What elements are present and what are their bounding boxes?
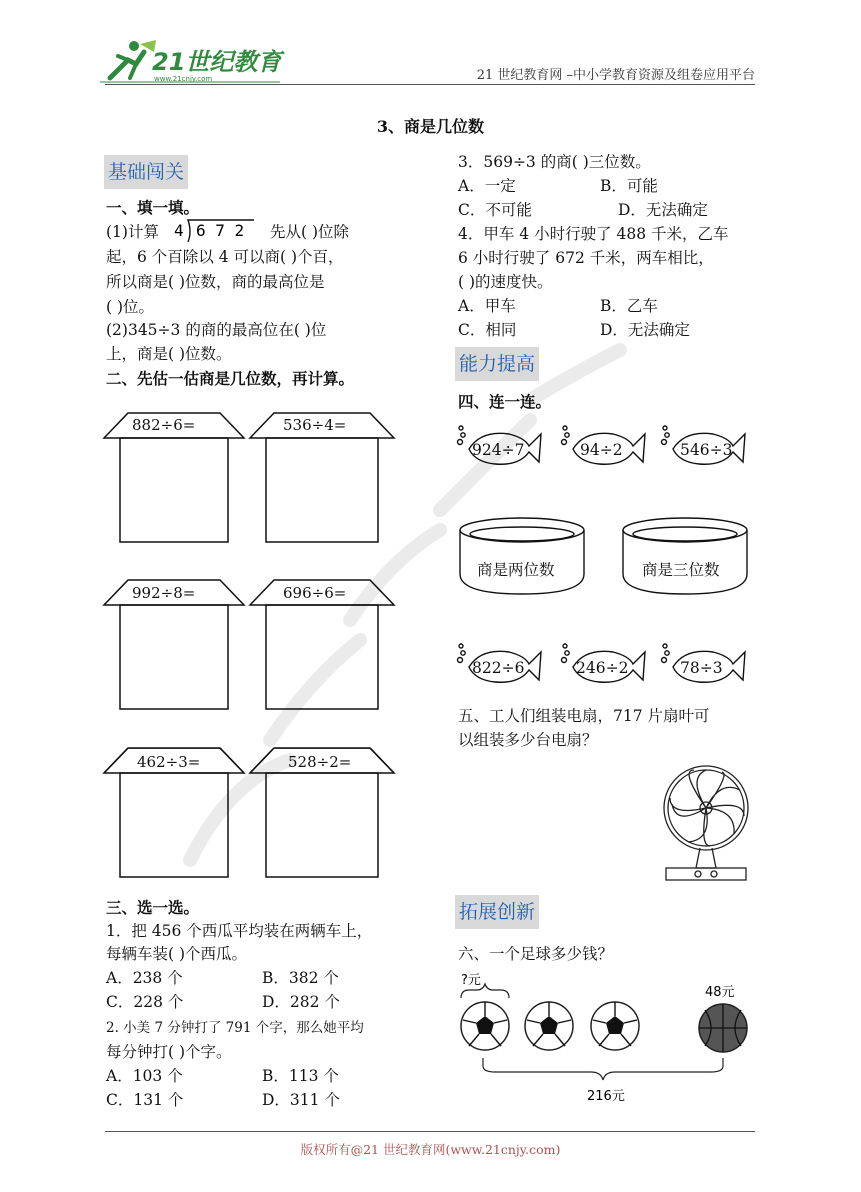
q3-4-optC: C．相同 [458,321,517,339]
q1-heading: 一、填一填。 [106,198,200,217]
q1-line5: (2)345÷3 的商的最高位在( )位 [106,321,327,339]
house-label-4: 696÷6= [283,584,347,602]
bowl-label-2: 商是三位数 [642,561,720,579]
bowl-label-1: 商是两位数 [477,561,555,579]
q3-4-optA: A．甲车 [458,297,516,315]
section-extend: 拓展创新 [455,895,539,929]
fish-top-2: 94÷2 [580,441,623,459]
q3-1-optC: C．228 个 [106,993,184,1011]
q3-3-line1: 3．569÷3 的商( )三位数。 [458,153,651,171]
q3-1-line1: 1．把 456 个西瓜平均装在两辆车上， [106,922,373,940]
q3-1-line2: 每辆车装( )个西瓜。 [106,945,248,963]
q6-heading: 六、一个足球多少钱？ [458,945,614,963]
house-label-1: 882÷6= [132,416,196,434]
q3-1-optD: D．282 个 [262,993,340,1011]
logo-url: www.21cnjy.com [154,75,213,83]
svg-text:6 7 2: 6 7 2 [196,221,245,240]
house-body [266,605,378,709]
q1-line1b: 先从( )位除 [270,223,350,241]
house-body [120,605,228,709]
house-label-2: 536÷4= [283,416,347,434]
q1-line2: 起，6 个百除以 4 可以商( )个百， [106,248,344,266]
q3-3-optC: C．不可能 [458,201,532,219]
footer-divider [105,1131,755,1132]
soccer-ball-icon [525,1002,573,1050]
svg-text:4: 4 [174,221,184,240]
q3-2-optD: D．311 个 [262,1091,340,1109]
house-body [266,438,378,542]
q3-1-optA: A．238 个 [106,969,183,987]
total-price-label: 216元 [587,1089,625,1104]
q3-4-line2: 6 小时行驶了 672 千米，两车相比， [458,249,714,267]
q2-heading: 二、先估一估商是几位数，再计算。 [106,369,355,388]
house-label-5: 462÷3= [137,753,201,771]
q3-1-optB: B．382 个 [262,969,339,987]
house-label-6: 528÷2= [288,753,352,771]
electric-fan-icon [660,760,752,884]
q3-3-optA: A．一定 [458,177,516,195]
q3-3-optD: D．无法确定 [618,201,708,219]
house-label-3: 992÷8= [132,584,196,602]
q3-2-optA: A．103 个 [106,1067,183,1085]
q3-2-line1: 2. 小美 7 分钟打了 791 个字，那么她平均 [106,1020,364,1036]
fish-top-3: 546÷3 [680,441,733,459]
ball-price-label: ?元 [461,973,481,988]
basketball-price-label: 48元 [705,985,735,1000]
q1-line3: 所以商是( )位数，商的最高位是 [106,273,325,291]
q3-4-optD: D．无法确定 [600,321,690,339]
q5-line1: 五、工人们组装电扇，717 片扇叶可 [458,707,710,725]
q4-heading: 四、连一连。 [458,392,552,411]
fish-bottom-3: 78÷3 [680,659,723,677]
fish-bottom-1: 822÷6 [472,659,525,677]
q1-line4: ( )位。 [106,298,155,316]
long-division [170,214,260,244]
q1-line1a: (1)计算 [106,223,159,241]
fish-top-1: 924÷7 [472,441,525,459]
soccer-ball-icon [461,1002,509,1050]
basketball-icon [699,1004,747,1052]
q1-line6: 上，商是( )位数。 [106,345,232,363]
q3-heading: 三、选一选。 [106,898,200,917]
header-divider [105,84,755,85]
q3-3-optB: B．可能 [600,177,658,195]
fish-bottom-2: 246÷2 [576,659,629,677]
q3-2-optC: C．131 个 [106,1091,184,1109]
section-ability: 能力提高 [455,347,539,381]
footer-copyright: 版权所有@21 世纪教育网(www.21cnjy.com) [300,1142,561,1157]
q3-4-line1: 4．甲车 4 小时行驶了 488 千米，乙车 [458,225,729,243]
header-tagline: 21 世纪教育网 –中小学教育资源及组卷应用平台 [476,68,755,83]
bowls [455,512,755,598]
balls-illustration [455,966,755,1106]
runner-icon [110,40,156,78]
soccer-ball-icon [591,1002,639,1050]
logo-text: 21世纪教育 [152,48,282,76]
house-body [120,438,228,542]
section-basic: 基础闯关 [104,155,188,189]
q3-4-line3: ( )的速度快。 [458,273,553,291]
page-title: 3、商是几位数 [376,117,485,136]
q3-2-line2: 每分钟打( )个字。 [106,1043,232,1061]
site-logo [100,38,290,84]
q5-line2: 以组装多少台电扇？ [458,731,598,749]
q3-4-optB: B．乙车 [600,297,658,315]
q3-2-optB: B．113 个 [262,1067,339,1085]
